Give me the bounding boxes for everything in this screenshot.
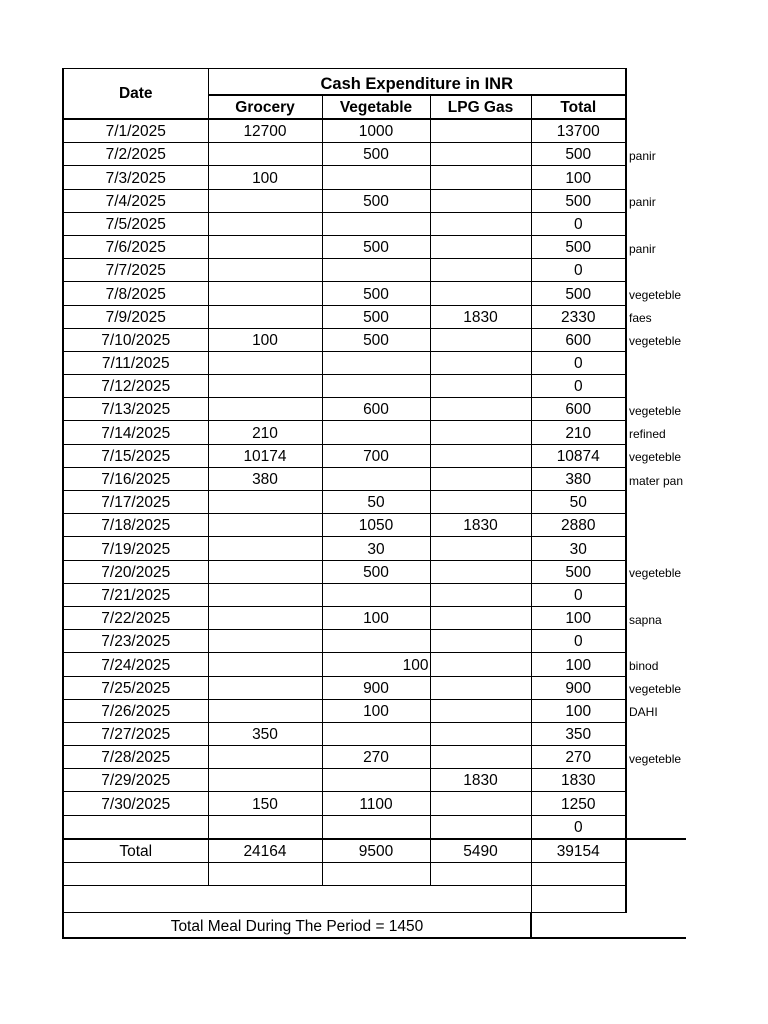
total-cell: 100 — [531, 699, 626, 722]
grocery-cell — [208, 143, 322, 166]
grocery-cell: 150 — [208, 792, 322, 815]
note-cell — [626, 166, 686, 189]
grocery-cell — [208, 630, 322, 653]
date-cell: 7/10/2025 — [63, 328, 208, 351]
total-cell: 10874 — [531, 444, 626, 467]
lpg-gas-cell — [430, 282, 531, 305]
lpg-gas-cell — [430, 815, 531, 839]
table-row — [63, 606, 686, 629]
table-title: Cash Expenditure in INR — [208, 69, 626, 96]
table-row — [63, 444, 686, 467]
total-cell: 30 — [531, 537, 626, 560]
totals-label: Total — [63, 839, 208, 863]
note-cell — [626, 583, 686, 606]
vegetable-cell — [322, 212, 430, 235]
date-cell — [63, 815, 208, 839]
lpg-gas-cell: 1830 — [430, 305, 531, 328]
grocery-cell — [208, 491, 322, 514]
vegetable-cell — [322, 351, 430, 374]
note-cell — [626, 630, 686, 653]
vegetable-total: 9500 — [322, 839, 430, 863]
lpg-gas-cell — [430, 119, 531, 143]
empty-row — [63, 886, 686, 913]
vegetable-cell — [322, 421, 430, 444]
date-cell: 7/8/2025 — [63, 282, 208, 305]
lpg-gas-cell — [430, 259, 531, 282]
total-cell: 1250 — [531, 792, 626, 815]
vegetable-cell — [322, 166, 430, 189]
table-row — [63, 676, 686, 699]
grocery-cell — [208, 653, 322, 676]
vegetable-cell — [322, 769, 430, 792]
lpg-gas-cell — [430, 630, 531, 653]
note-cell: vegeteble — [629, 403, 682, 418]
lpg-gas-cell — [430, 375, 531, 398]
lpg-gas-cell — [430, 421, 531, 444]
note-cell: DAHI — [629, 705, 658, 720]
total-cell: 500 — [531, 189, 626, 212]
lpg-gas-cell — [430, 583, 531, 606]
grocery-cell: 380 — [208, 467, 322, 490]
lpg-gas-cell — [430, 722, 531, 745]
vegetable-cell — [322, 630, 430, 653]
note-cell — [626, 722, 686, 745]
total-cell: 600 — [531, 398, 626, 421]
grocery-cell: 12700 — [208, 119, 322, 143]
grocery-cell — [208, 375, 322, 398]
note-cell — [626, 537, 686, 560]
total-cell: 0 — [531, 212, 626, 235]
lpg-gas-cell — [430, 444, 531, 467]
total-cell: 500 — [531, 560, 626, 583]
grocery-cell — [208, 235, 322, 258]
date-cell: 7/28/2025 — [63, 746, 208, 769]
lpg-gas-cell — [430, 746, 531, 769]
date-cell: 7/29/2025 — [63, 769, 208, 792]
lpg-gas-cell — [430, 491, 531, 514]
lpg-gas-cell — [430, 189, 531, 212]
total-cell: 0 — [531, 583, 626, 606]
grocery-cell: 100 — [208, 328, 322, 351]
table-row — [63, 189, 686, 212]
lpg-gas-cell: 1830 — [430, 514, 531, 537]
date-cell: 7/16/2025 — [63, 467, 208, 490]
grocery-cell — [208, 398, 322, 421]
lpg-gas-cell — [430, 467, 531, 490]
date-cell: 7/30/2025 — [63, 792, 208, 815]
date-cell: 7/18/2025 — [63, 514, 208, 537]
date-cell: 7/13/2025 — [63, 398, 208, 421]
grocery-cell — [208, 606, 322, 629]
grocery-cell — [208, 351, 322, 374]
vegetable-cell: 900 — [322, 676, 430, 699]
total-header: Total — [531, 95, 626, 119]
total-cell: 270 — [531, 746, 626, 769]
grocery-cell — [208, 259, 322, 282]
lpg-gas-cell — [430, 606, 531, 629]
note-cell: vegeteble — [629, 334, 682, 349]
lpg-gas-cell — [430, 537, 531, 560]
total-cell: 2880 — [531, 514, 626, 537]
grocery-cell — [208, 676, 322, 699]
date-cell: 7/4/2025 — [63, 189, 208, 212]
lpg-gas-cell — [430, 653, 531, 676]
date-cell: 7/23/2025 — [63, 630, 208, 653]
total-cell: 350 — [531, 722, 626, 745]
table-row — [63, 212, 686, 235]
total-meal-text: Total Meal During The Period = 1450 — [63, 913, 531, 939]
lpg-gas-cell — [430, 792, 531, 815]
table-row — [63, 235, 686, 258]
table-row — [63, 143, 686, 166]
total-cell: 0 — [531, 351, 626, 374]
table-row — [63, 467, 686, 490]
note-cell — [626, 792, 686, 815]
vegetable-cell: 700 — [322, 444, 430, 467]
table-row — [63, 792, 686, 815]
table-row — [63, 537, 686, 560]
lpg-gas-cell — [430, 235, 531, 258]
grand-total: 39154 — [531, 839, 626, 863]
date-cell: 7/24/2025 — [63, 653, 208, 676]
total-cell: 500 — [531, 282, 626, 305]
vegetable-cell: 500 — [322, 235, 430, 258]
table-row — [63, 351, 686, 374]
table-row — [63, 491, 686, 514]
table-row — [63, 375, 686, 398]
note-cell: faes — [629, 311, 652, 326]
date-cell: 7/1/2025 — [63, 119, 208, 143]
lpg-gas-cell — [430, 143, 531, 166]
note-cell: vegeteble — [629, 682, 682, 697]
vegetable-cell — [322, 467, 430, 490]
table-row — [63, 583, 686, 606]
date-cell: 7/5/2025 — [63, 212, 208, 235]
date-cell: 7/27/2025 — [63, 722, 208, 745]
date-cell: 7/2/2025 — [63, 143, 208, 166]
date-cell: 7/21/2025 — [63, 583, 208, 606]
note-cell — [626, 491, 686, 514]
note-cell: mater pan — [629, 473, 684, 488]
date-cell: 7/19/2025 — [63, 537, 208, 560]
grocery-cell — [208, 560, 322, 583]
date-cell: 7/15/2025 — [63, 444, 208, 467]
grocery-cell — [208, 769, 322, 792]
lpg-gas-cell — [430, 699, 531, 722]
grocery-total: 24164 — [208, 839, 322, 863]
table-body — [63, 119, 686, 839]
note-cell — [626, 259, 686, 282]
meal-row — [63, 913, 686, 939]
table-row — [63, 769, 686, 792]
note-cell: refined — [629, 427, 666, 442]
grocery-cell — [208, 815, 322, 839]
grocery-header: Grocery — [208, 95, 322, 119]
total-cell: 50 — [531, 491, 626, 514]
vegetable-cell: 30 — [322, 537, 430, 560]
lpg-gas-cell — [430, 560, 531, 583]
vegetable-cell: 100 — [322, 653, 430, 676]
lpg-gas-cell — [430, 351, 531, 374]
grocery-cell — [208, 212, 322, 235]
table-row — [63, 653, 686, 676]
note-cell: vegeteble — [629, 566, 682, 581]
expenditure-table — [62, 68, 686, 939]
note-cell — [626, 212, 686, 235]
total-cell: 2330 — [531, 305, 626, 328]
total-cell: 100 — [531, 166, 626, 189]
table-row — [63, 398, 686, 421]
vegetable-cell: 1100 — [322, 792, 430, 815]
vegetable-cell: 50 — [322, 491, 430, 514]
note-cell: panir — [629, 148, 656, 163]
grocery-cell: 350 — [208, 722, 322, 745]
date-cell: 7/7/2025 — [63, 259, 208, 282]
lpg-gas-cell — [430, 676, 531, 699]
note-cell — [626, 514, 686, 537]
note-cell: panir — [629, 195, 656, 210]
note-cell: binod — [629, 659, 659, 673]
lpg-gas-cell — [430, 398, 531, 421]
date-cell: 7/20/2025 — [63, 560, 208, 583]
note-cell — [626, 815, 686, 839]
vegetable-cell: 1050 — [322, 514, 430, 537]
grocery-cell: 100 — [208, 166, 322, 189]
vegetable-cell: 270 — [322, 746, 430, 769]
grocery-cell — [208, 514, 322, 537]
total-cell: 1830 — [531, 769, 626, 792]
table-row — [63, 514, 686, 537]
total-cell: 0 — [531, 375, 626, 398]
total-cell: 210 — [531, 421, 626, 444]
note-cell: panir — [629, 241, 656, 256]
vegetable-cell — [322, 583, 430, 606]
date-cell: 7/11/2025 — [63, 351, 208, 374]
note-cell — [626, 351, 686, 374]
grocery-cell — [208, 746, 322, 769]
table-row — [63, 722, 686, 745]
note-cell: vegeteble — [629, 288, 682, 302]
lpg-gas-cell — [430, 212, 531, 235]
lpg-gas-cell — [430, 328, 531, 351]
total-cell: 0 — [531, 630, 626, 653]
grocery-cell — [208, 537, 322, 560]
note-cell: vegeteble — [629, 450, 682, 465]
lpg-gas-cell: 1830 — [430, 769, 531, 792]
date-cell: 7/26/2025 — [63, 699, 208, 722]
empty-row — [63, 863, 686, 886]
date-cell: 7/17/2025 — [63, 491, 208, 514]
table-row — [63, 630, 686, 653]
total-cell: 13700 — [531, 119, 626, 143]
vegetable-cell: 500 — [322, 305, 430, 328]
total-cell: 500 — [531, 235, 626, 258]
note-cell: sapna — [629, 612, 662, 627]
lpg-gas-header: LPG Gas — [430, 95, 531, 119]
totals-row — [63, 839, 686, 863]
total-cell: 0 — [531, 259, 626, 282]
grocery-cell — [208, 282, 322, 305]
note-cell: vegeteble — [629, 751, 682, 766]
vegetable-cell: 600 — [322, 398, 430, 421]
lpg-gas-total: 5490 — [430, 839, 531, 863]
date-cell: 7/3/2025 — [63, 166, 208, 189]
vegetable-cell: 500 — [322, 143, 430, 166]
vegetable-cell — [322, 722, 430, 745]
grocery-cell: 10174 — [208, 444, 322, 467]
table-row — [63, 746, 686, 769]
note-cell — [626, 375, 686, 398]
table-row — [63, 815, 686, 839]
grocery-cell: 210 — [208, 421, 322, 444]
table-row — [63, 560, 686, 583]
date-cell: 7/9/2025 — [63, 305, 208, 328]
vegetable-header: Vegetable — [322, 95, 430, 119]
vegetable-cell: 500 — [322, 560, 430, 583]
total-cell: 600 — [531, 328, 626, 351]
date-cell: 7/25/2025 — [63, 676, 208, 699]
total-cell: 380 — [531, 467, 626, 490]
vegetable-cell: 1000 — [322, 119, 430, 143]
date-cell: 7/6/2025 — [63, 235, 208, 258]
vegetable-cell: 500 — [322, 328, 430, 351]
note-cell — [626, 119, 686, 143]
table-row — [63, 328, 686, 351]
total-cell: 100 — [531, 606, 626, 629]
table-row — [63, 119, 686, 143]
table-row — [63, 305, 686, 328]
date-cell: 7/14/2025 — [63, 421, 208, 444]
vegetable-cell: 500 — [322, 189, 430, 212]
date-cell: 7/22/2025 — [63, 606, 208, 629]
vegetable-cell: 500 — [322, 282, 430, 305]
table-row — [63, 421, 686, 444]
total-cell: 0 — [531, 815, 626, 839]
table-row — [63, 282, 686, 305]
vegetable-cell — [322, 375, 430, 398]
vegetable-cell — [322, 815, 430, 839]
table-row — [63, 166, 686, 189]
date-cell: 7/12/2025 — [63, 375, 208, 398]
table-row — [63, 699, 686, 722]
vegetable-cell — [322, 259, 430, 282]
grocery-cell — [208, 699, 322, 722]
vegetable-cell: 100 — [322, 699, 430, 722]
date-header: Date — [63, 69, 208, 120]
note-cell — [626, 769, 686, 792]
grocery-cell — [208, 189, 322, 212]
lpg-gas-cell — [430, 166, 531, 189]
grocery-cell — [208, 583, 322, 606]
table-row — [63, 259, 686, 282]
total-cell: 500 — [531, 143, 626, 166]
total-cell: 100 — [531, 653, 626, 676]
grocery-cell — [208, 305, 322, 328]
vegetable-cell: 100 — [322, 606, 430, 629]
total-cell: 900 — [531, 676, 626, 699]
